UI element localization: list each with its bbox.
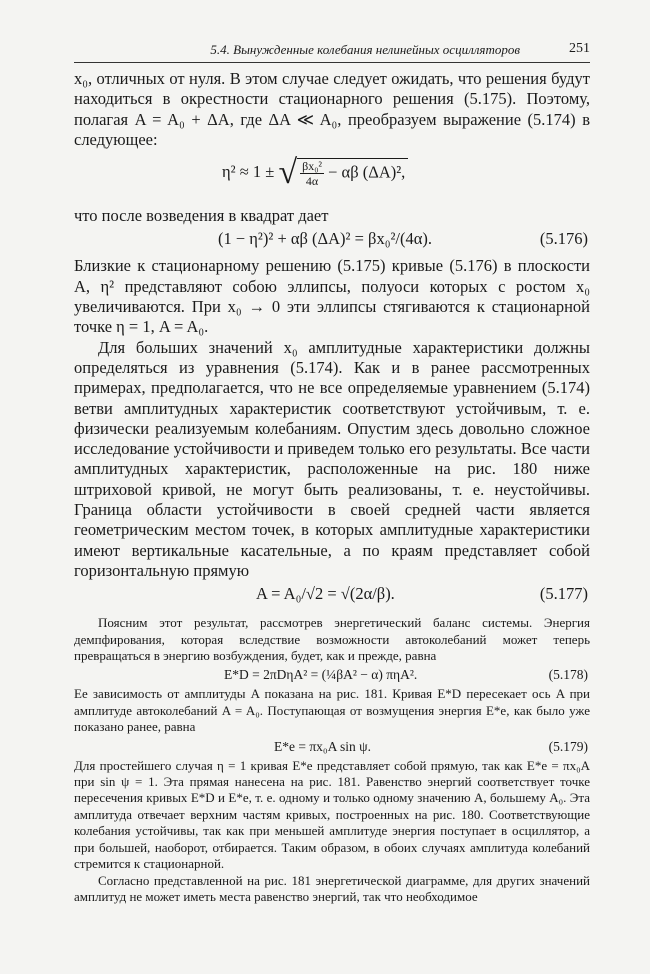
equation-5-178-number: (5.178) xyxy=(548,667,588,683)
equation-eta-approx xyxy=(74,150,590,206)
equation-5-179-number: (5.179) xyxy=(548,738,588,754)
equation-5-179-body: E*e = πx₀A sin ψ. xyxy=(274,738,371,754)
paragraph-4: Для больших значений x₀ амплитудные характеристики должны определяться из уравнения (5.174). Как и в ранее рассмотренных примерах, предполагается, что не все определяемые уравнением (5.174) ветви амплитудных характеристик соответствуют устойчивым, т. е. физически реализуемым колебаниям. Опустим здесь довольно сложное исследование устойчивости и приведем только его результаты. Все части амплитудных характеристик, расположенные на рис. 180 ниже штриховой кривой, не могут быть реализованы, т. е. неустойчивы. Граница области устойчивости в своей средней части является геометрическим местом точек, в которых амплитудные характеристики имеют вертикальные касательные, а по краям представляет собой горизонтальную прямую xyxy=(74,337,590,580)
equation-5-176 xyxy=(74,226,590,252)
paragraph-3: Близкие к стационарному решению (5.175) кривые (5.176) в плоскости A, η² представляют собою эллипсы, полуоси которых с ростом x₀ увеличиваются. При x₀ → 0 эти эллипсы стягиваются к стационарной точке η = 1, A = A₀. xyxy=(74,256,590,337)
paragraph-2: что после возведения в квадрат дает xyxy=(74,206,329,226)
equation-5-176-number: (5.176) xyxy=(539,229,588,249)
equation-5-177 xyxy=(74,581,590,607)
eq-a-denominator: 4α xyxy=(305,174,319,189)
section-title: 5.4. Вынужденные колебания нелинейных осцилляторов xyxy=(210,42,520,57)
page-number: 251 xyxy=(569,41,590,56)
paragraph-1: x₀, отличных от нуля. В этом случае следует ожидать, что решения будут находиться в окрестности стационарного решения (5.175). Поэтому, полагая A = A₀ + ΔA, где ΔA ≪ A₀, преобразуем выражение (5.174) в следующее: xyxy=(74,69,590,149)
sqrt-sign: √ xyxy=(278,154,298,192)
equation-5-178 xyxy=(74,664,590,686)
paragraph-7: Для простейшего случая η = 1 кривая E*e представляет собой прямую, так как E*e = πx₀A при sin ψ = 1. Эта прямая нанесена на рис. 181. Равенство энергий соответствует точке пересечения кривых E*D и E*e, т. е. одному и только одному значению A, большему A₀. Эта амплитуда отвечает верхним частям кривых, построенных на рис. 180. Соответствующие колебания устойчивы, так как при меньшей амплитуде энергия поступает в осциллятор, а при большей, наоборот, отбирается. Таким образом, в обоих случаях амплитуда колебаний стремится к стационарной. xyxy=(74,757,590,872)
running-header xyxy=(74,40,590,63)
eq-a-radicand xyxy=(297,158,408,188)
equation-5-178-body: E*D = 2πDηA² = (¼βA² − α) πηA². xyxy=(224,667,418,683)
book-page xyxy=(74,40,590,905)
equation-5-176-body: (1 − η²)² + αβ (ΔA)² = βx₀²/(4α). xyxy=(218,229,432,249)
eq-a-lhs: η² ≈ 1 ± xyxy=(222,161,275,181)
equation-5-179 xyxy=(74,736,590,758)
paragraph-6: Ее зависимость от амплитуды A показана на рис. 181. Кривая E*D пересекает ось A при амплитуде автоколебаний A = A₀. Поступающая от возмущения энергия E*e, как было уже показано ранее, равна xyxy=(74,686,590,735)
paragraph-8: Согласно представленной на рис. 181 энергетической диаграмме, для других значений амплитуд не может иметь места равенство энергий, так что необходимое xyxy=(74,872,590,904)
paragraph-5: Поясним этот результат, рассмотрев энергетический баланс системы. Энергия демпфирования, которая вследствие возможности автоколебаний может теперь превращаться в энергию возбуждения, будет, как и прежде, равна xyxy=(74,615,590,664)
equation-5-177-body: A = A₀/√2 = √(2α/β). xyxy=(256,584,395,604)
eq-a-rest: − αβ (ΔA)², xyxy=(328,162,406,182)
equation-5-177-number: (5.177) xyxy=(539,584,588,604)
eq-a-numerator: βx₀² xyxy=(302,159,322,174)
